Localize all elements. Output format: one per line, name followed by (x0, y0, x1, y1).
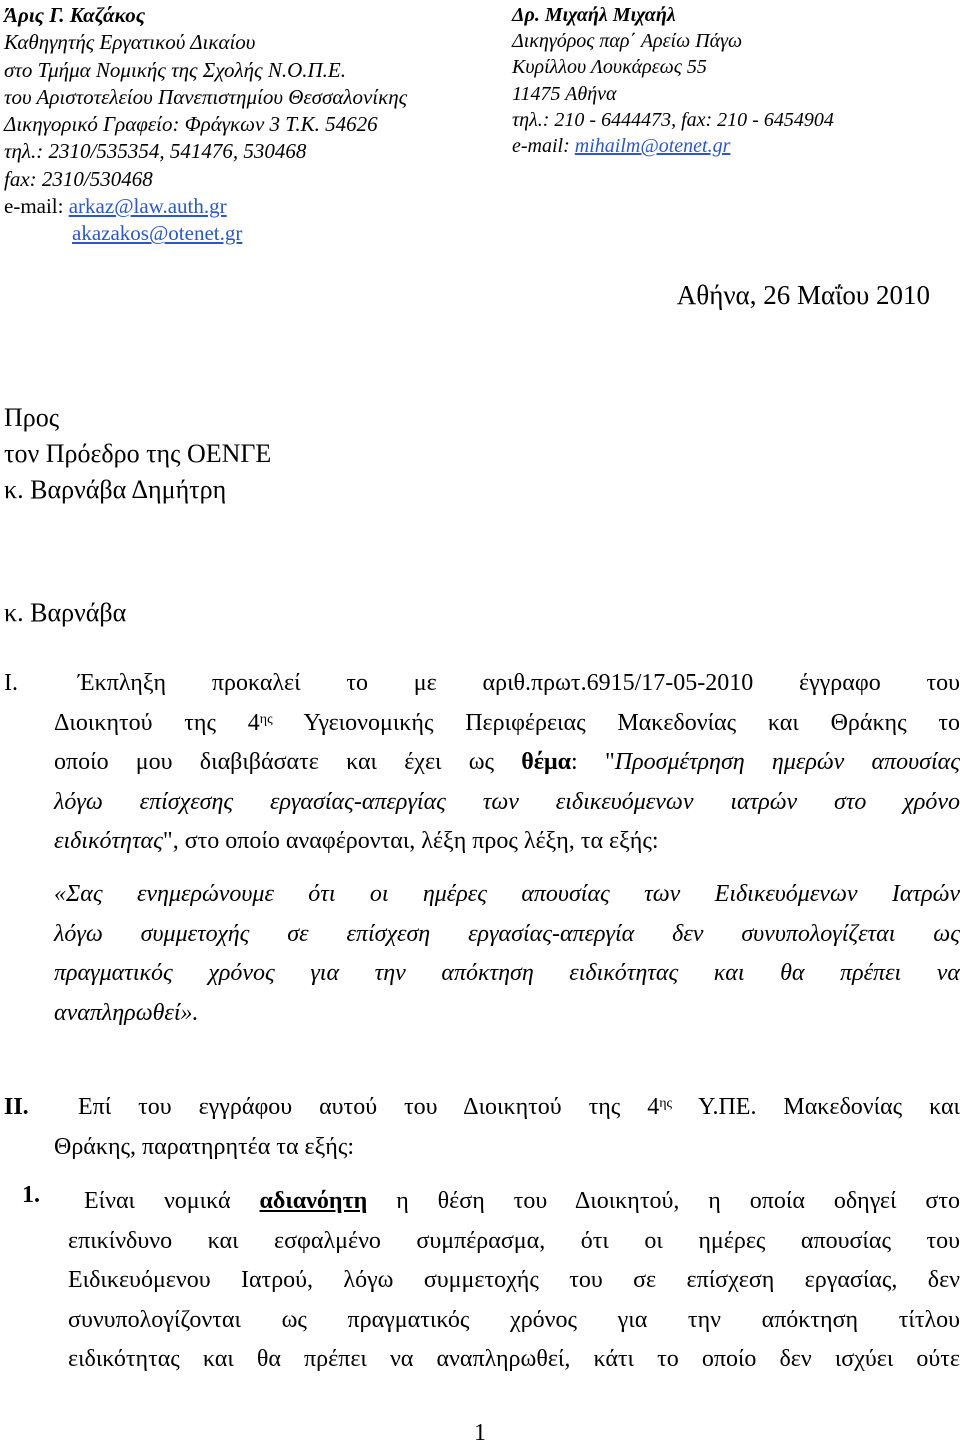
section-1-line-1: Έκπληξη προκαλεί το με αριθ.πρωτ.6915/17-05-2010 έγγραφο του (78, 670, 960, 696)
text-span: Υγειονομικής Περιφέρειας Μακεδονίας και Θράκης το (272, 709, 960, 736)
section-2-line-2-wrap (54, 1128, 960, 1168)
item-1-line-1-wrap (84, 1182, 960, 1222)
section-2-line-1-wrap (78, 1088, 960, 1128)
item-1-line-3: Ειδικευόμενου Ιατρού, λόγω συμμετοχής του σε επίσχεση εργασίας, δεν (68, 1267, 960, 1293)
sender-left-email-row (4, 193, 407, 220)
sender-right-phone-fax: τηλ.: 210 - 6444473, fax: 210 - 6454904 (512, 108, 834, 131)
sender-left-title-2: στο Τμήμα Νομικής της Σχολής Ν.Ο.Π.Ε. (4, 57, 346, 82)
italic-subject: ειδικότητας (54, 828, 163, 854)
superscript: ης (259, 711, 273, 727)
text-span: οποίο μου διαβιβάσατε και έχει ως (54, 749, 522, 775)
quote-line-1: «Σας ενημερώνουμε ότι οι ημέρες απουσίας των Ειδικευόμενων Ιατρών (54, 881, 960, 907)
item-1-line-2: επικίνδυνο και εσφαλμένο συμπέρασμα, ότι οι ημέρες απουσίας του (68, 1227, 960, 1254)
email-link-right[interactable]: mihailm@otenet.gr (574, 135, 731, 158)
emphasized-term: αδιανόητη (259, 1188, 368, 1214)
quote-line-4: αναπληρωθεί». (54, 999, 199, 1026)
text-span: Είναι νομικά (84, 1188, 260, 1214)
quote-line-2: λόγω συμμετοχής σε επίσχεση εργασίας-απεργία δεν συνυπολογίζεται ως (54, 920, 960, 947)
salutation: κ. Βαρνάβα (4, 598, 127, 627)
section-2-number: II. (4, 1094, 29, 1120)
text-span: Επί του εγγράφου αυτού του Διοικητού της 4 (78, 1094, 660, 1120)
letterhead-right (512, 2, 834, 159)
recipient-line-2: τον Πρόεδρο της ΟΕΝΓΕ (4, 439, 272, 468)
item-1-number: 1. (22, 1182, 40, 1208)
sender-left-email-row-2 (4, 220, 407, 247)
section-1-line-3 (54, 743, 960, 783)
section-1-line-4 (54, 783, 960, 823)
sender-left-title-1: Καθηγητής Εργατικού Δικαίου (4, 30, 256, 55)
sender-left-fax: fax: 2310/530468 (4, 166, 153, 191)
sender-left-name: Άρις Γ. Καζάκος (4, 3, 146, 27)
sender-right-city: 11475 Αθήνα (512, 82, 617, 105)
email-label: e-mail: (4, 194, 69, 219)
text-span: Υ.ΠΕ. Μακεδονίας και (672, 1094, 960, 1120)
item-1-line-1 (84, 1182, 960, 1222)
email-link-2[interactable]: akazakos@otenet.gr (72, 221, 243, 246)
quoted-text (54, 875, 960, 1033)
email-link-1[interactable]: arkaz@law.auth.gr (68, 194, 227, 219)
sender-right-name: Δρ. Μιχαήλ Μιχαήλ (512, 4, 676, 26)
quote-line-3: πραγματικός χρόνος για την απόκτηση ειδικότητας και θα πρέπει να (54, 960, 960, 986)
sender-left-phone: τηλ.: 2310/535354, 541476, 530468 (4, 139, 307, 164)
letter-date: Αθήνα, 26 Μαΐου 2010 (676, 280, 930, 310)
email-label: e-mail: (512, 135, 575, 158)
sender-right-email-row (512, 133, 834, 159)
section-1-line-2 (54, 704, 960, 744)
text-span: η θέση του Διοικητού, η οποία οδηγεί στο (367, 1188, 960, 1214)
sender-right-street: Κυρίλλου Λουκάρεως 55 (512, 56, 707, 79)
letterhead-left (4, 2, 407, 248)
recipient-line-1: Προς (4, 403, 60, 432)
text-span: ", στο οποίο αναφέρονται, λέξη προς λέξη, τα εξής: (162, 828, 659, 854)
recipient-block (4, 400, 271, 508)
superscript: ης (659, 1096, 673, 1111)
section-1-number: I. (4, 670, 18, 696)
sender-right-title: Δικηγόρος παρ΄ Αρείω Πάγω (512, 30, 743, 53)
section-1-line-5 (54, 822, 960, 862)
text-span: : " (571, 749, 615, 775)
item-1-paragraph (68, 1222, 960, 1380)
section-2-line-2: Θράκης, παρατηρητέα τα εξής: (54, 1133, 355, 1160)
sender-left-title-3: του Αριστοτελείου Πανεπιστημίου Θεσσαλονίκης (4, 84, 408, 109)
item-1-line-4: συνυπολογίζονται ως πραγματικός χρόνος για την απόκτηση τίτλου (68, 1306, 960, 1333)
item-1-line-5: ειδικότητας και θα πρέπει να αναπληρωθεί, κάτι το οποίο δεν ισχύει ούτε (68, 1346, 960, 1372)
section-2-line-1 (78, 1088, 960, 1128)
recipient-line-3: κ. Βαρνάβα Δημήτρη (4, 475, 227, 504)
section-1-paragraph (54, 664, 960, 862)
sender-left-office: Δικηγορικό Γραφείο: Φράγκων 3 Τ.Κ. 54626 (4, 112, 378, 137)
italic-subject: Προσμέτρηση ημερών απουσίας (614, 749, 960, 775)
italic-subject: λόγω επίσχεσης εργασίας-απεργίας των ειδικευόμενων ιατρών στο χρόνο (54, 788, 960, 815)
page-number: 1 (474, 1420, 486, 1446)
text-span: Διοικητού της 4 (54, 709, 260, 736)
bold-term: θέμα (521, 749, 572, 775)
